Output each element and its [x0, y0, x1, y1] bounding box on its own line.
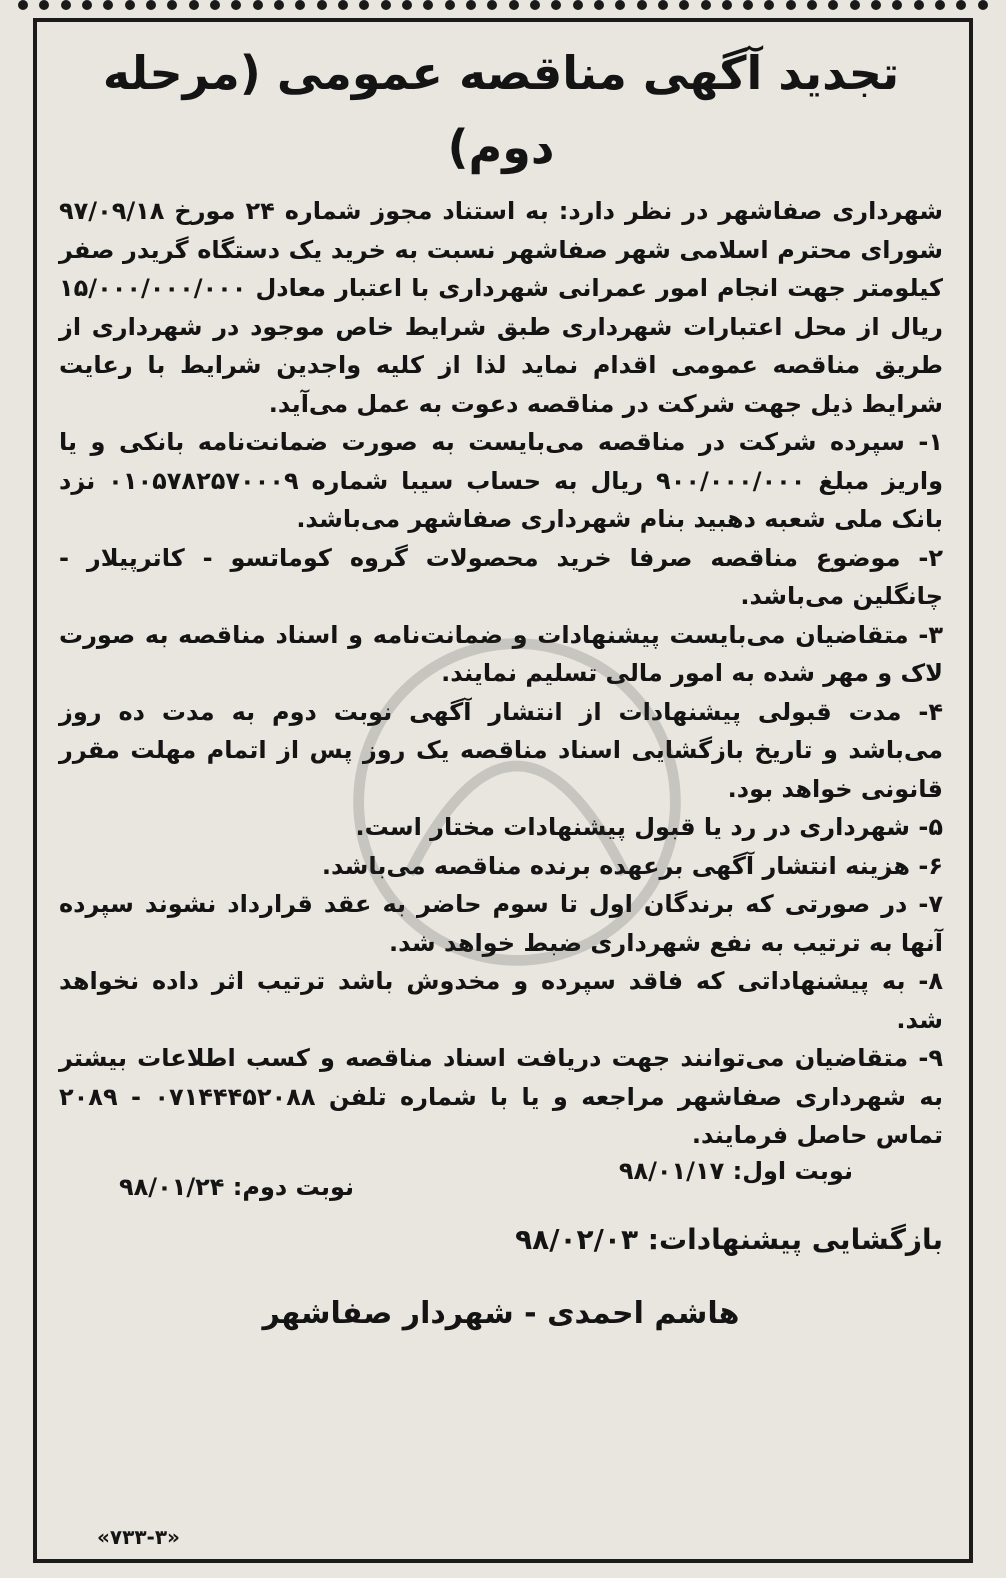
- first-publication-date: نوبت اول: ۹۸/۰۱/۱۷: [618, 1156, 853, 1185]
- condition-6: ۶- هزینه انتشار آگهی برعهده برنده مناقصه می‌باشد.: [321, 851, 943, 880]
- condition-9: ۹- متقاضیان می‌توانند جهت دریافت اسناد مناقصه و کسب اطلاعات بیشتر به شهرداری صفاشهر مراجعه و یا با شماره تلفن ۰۷۱۴۴۴۵۲۰۸۸ - ۲۰۸۹ تماس حاصل فرمایند.: [59, 1044, 944, 1149]
- ad-code: «۷۳۳-۳»: [97, 1525, 180, 1549]
- condition-1: ۱- سپرده شرکت در مناقصه می‌بایست به صورت ضمانت‌نامه بانکی و یا واریز مبلغ ۹۰۰/۰۰۰/۰۰۰ ریال به حساب سیبا شماره ۰۱۰۵۷۸۲۵۷۰۰۰۹ نزد بانک ملی شعبه دهبید بنام شهرداری صفاشهر می‌باشد.: [59, 428, 943, 533]
- notice-frame: [33, 18, 973, 1563]
- signature: هاشم احمدی - شهردار صفاشهر: [262, 1295, 740, 1331]
- bid-opening-date: بازگشایی پیشنهادات: ۹۸/۰۲/۰۳: [515, 1222, 943, 1256]
- condition-5: ۵- شهرداری در رد یا قبول پیشنهادات مختار است.: [355, 813, 943, 841]
- notice-title: تجدید آگهی مناقصه عمومی (مرحله دوم): [102, 46, 900, 174]
- notice-body: [59, 192, 943, 1155]
- condition-7: ۷- در صورتی که برندگان اول تا سوم حاضر به عقد قرارداد نشوند سپرده آنها به ترتیب به نفع شهرداری ضبط خواهد شد.: [59, 890, 943, 957]
- second-publication-date: نوبت دوم: ۹۸/۰۱/۲۴: [119, 1172, 355, 1201]
- condition-4: ۴- مدت قبولی پیشنهادات از انتشار آگهی نوبت دوم به مدت ده روز می‌باشد و تاریخ بازگشایی اسناد مناقصه یک روز پس از اتمام مهلت مقرر قانونی خواهد بود.: [59, 697, 943, 803]
- condition-8: ۸- به پیشنهاداتی که فاقد سپرده و مخدوش باشد ترتیب اثر داده نخواهد شد.: [59, 967, 943, 1034]
- publication-dates: [59, 1155, 943, 1217]
- intro-paragraph: شهرداری صفاشهر در نظر دارد: به استناد مجوز شماره ۲۴ مورخ ۹۷/۰۹/۱۸ شورای محترم اسلامی شهر صفاشهر نسبت به خرید یک دستگاه گریدر صفر کیلومتر جهت انجام امور عمرانی شهرداری با اعتبار معادل ۱۵/۰۰۰/۰۰۰/۰۰۰ ریال از محل اعتبارات شهرداری طبق شرایط خاص موجود در شهرداری از طریق مناقصه عمومی اقدام نماید لذا از کلیه واجدین شرایط با رعایت شرایط ذیل جهت شرکت در مناقصه دعوت به عمل می‌آید.: [59, 197, 944, 418]
- top-dot-border: [0, 0, 1006, 16]
- condition-3: ۳- متقاضیان می‌بایست پیشنهادات و ضمانت‌نامه و اسناد مناقصه به صورت لاک و مهر شده به امور مالی تسلیم نمایند.: [59, 620, 943, 687]
- condition-2: ۲- موضوع مناقصه صرفا خرید محصولات گروه کوماتسو - کاترپیلار - چانگلین می‌باشد.: [59, 543, 943, 610]
